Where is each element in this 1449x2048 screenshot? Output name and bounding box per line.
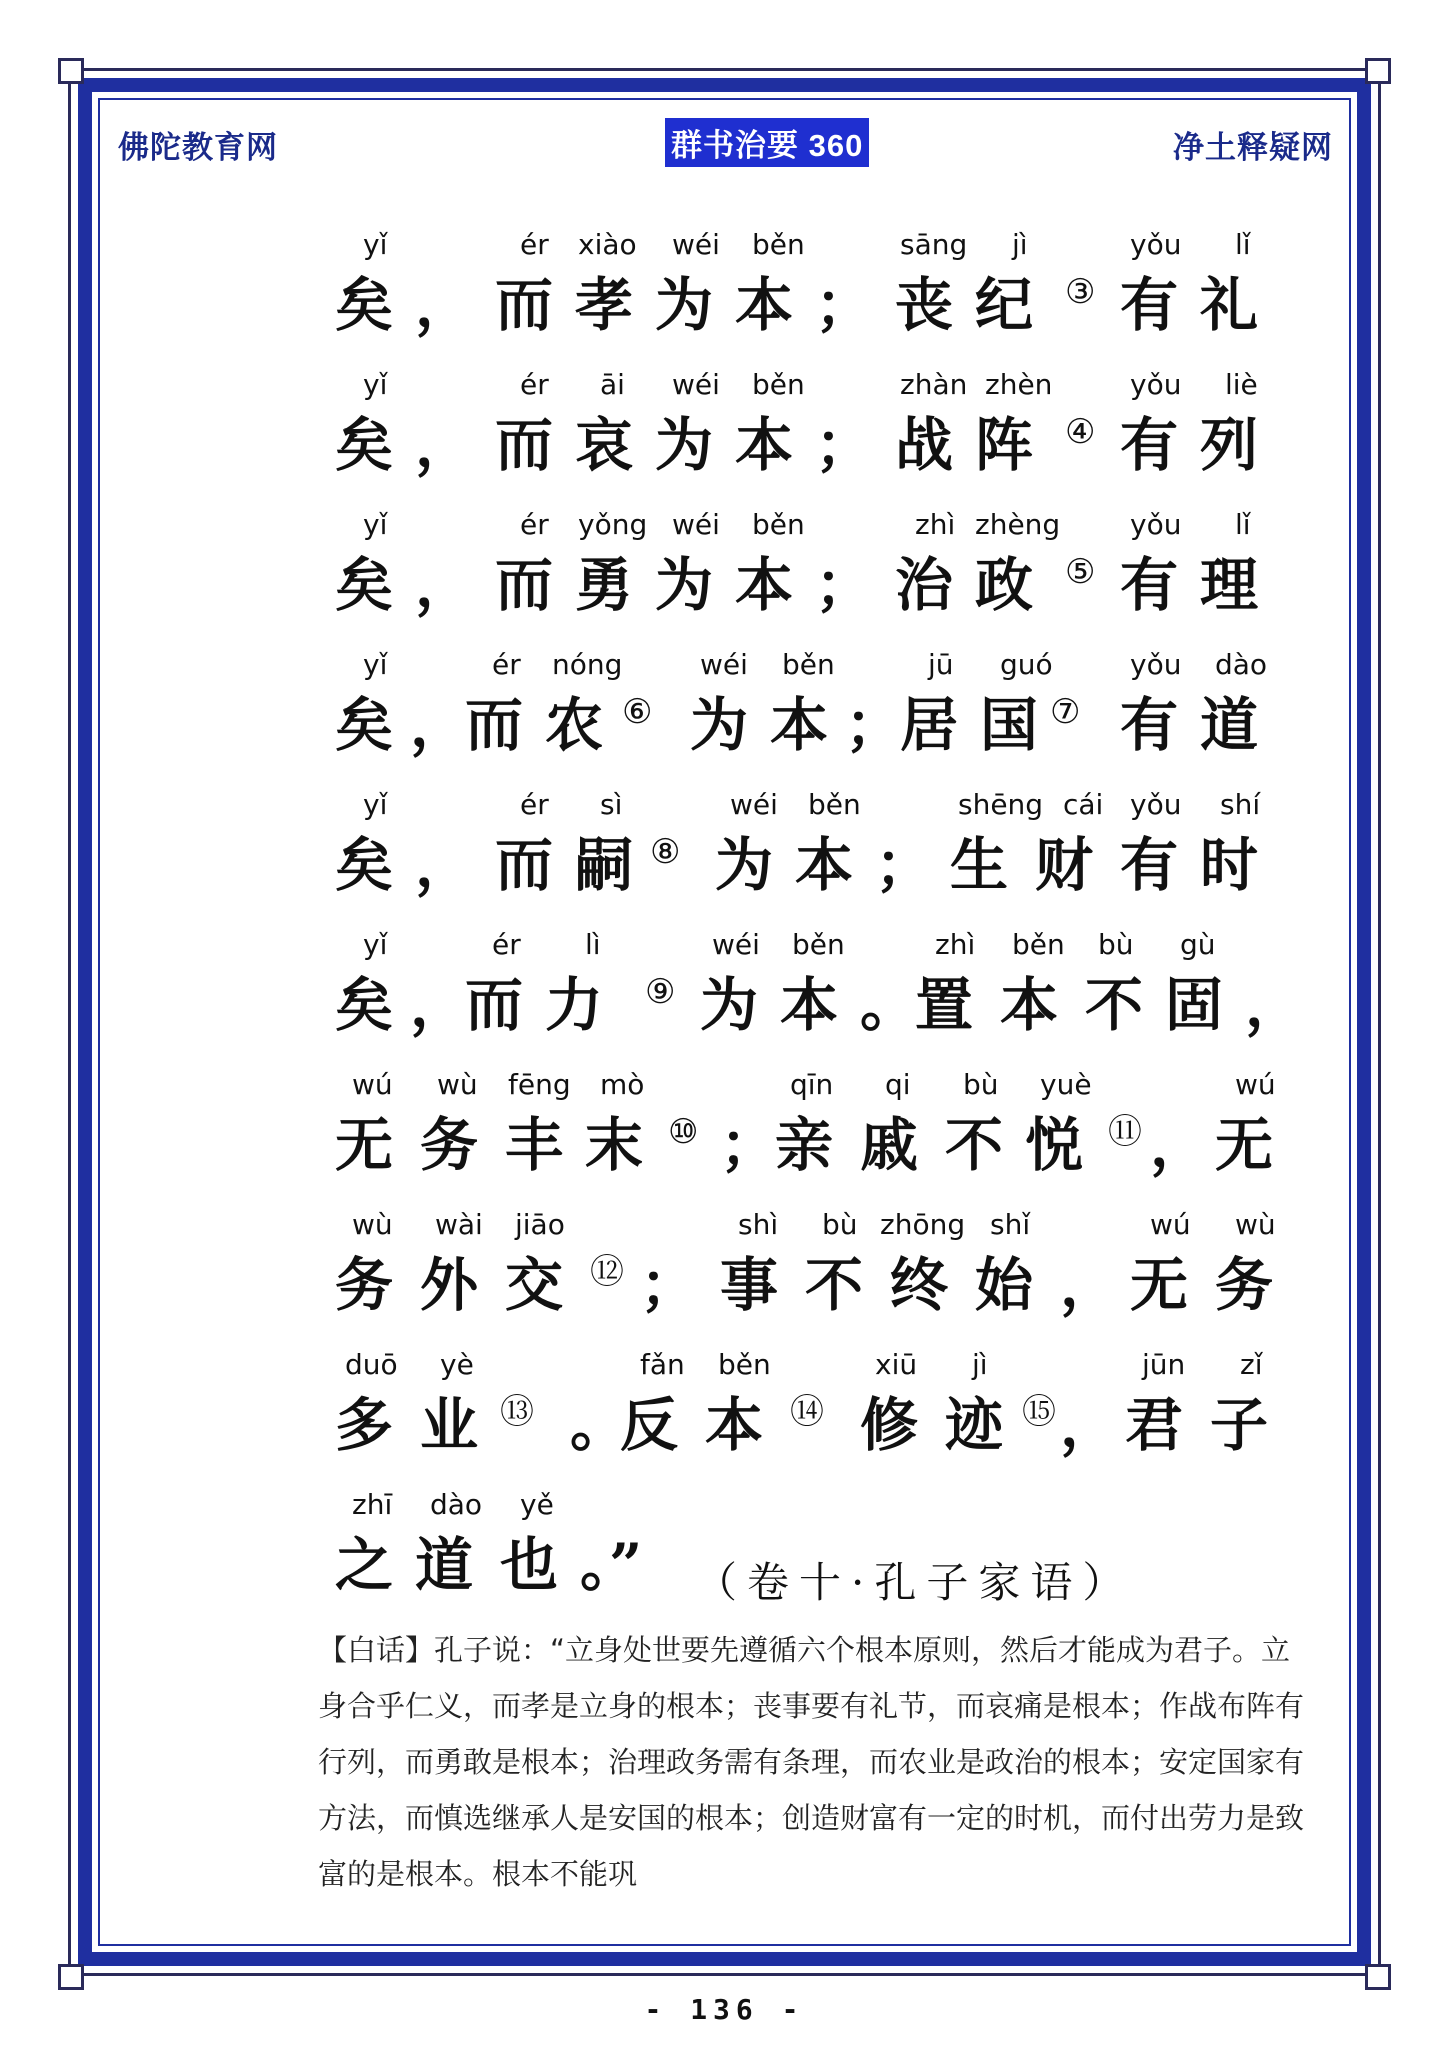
hanzi: 矣 — [335, 971, 394, 1039]
hanzi: 治 — [895, 551, 954, 619]
pinyin: zhì — [935, 928, 976, 961]
verse-block — [335, 228, 1304, 1628]
hanzi: 政 — [975, 551, 1034, 619]
pinyin: shí — [1220, 788, 1261, 821]
pinyin: yǒu — [1130, 788, 1182, 821]
hanzi: ； — [815, 271, 874, 339]
pinyin: qi — [885, 1068, 911, 1101]
footnote-marker: ⑮ — [1022, 1392, 1056, 1432]
hanzi: 。” — [580, 1531, 643, 1599]
pinyin: zǐ — [1240, 1348, 1263, 1381]
hanzi: 君 — [1125, 1391, 1184, 1459]
verse-line — [335, 1348, 1295, 1488]
footnote-marker: ⑤ — [1065, 552, 1096, 592]
hanzi: ， — [1150, 1111, 1209, 1179]
hanzi: 嗣 — [575, 831, 634, 899]
pinyin: sāng — [900, 228, 968, 261]
frame-corner-ornament — [58, 1964, 84, 1990]
pinyin: yǒu — [1130, 508, 1182, 541]
hanzi: 礼 — [1200, 271, 1259, 339]
pinyin: jì — [972, 1348, 988, 1381]
footnote-marker: ⑭ — [790, 1392, 824, 1432]
hanzi: 亲 — [775, 1111, 834, 1179]
pinyin: duō — [345, 1348, 398, 1381]
hanzi: ； — [875, 831, 934, 899]
pinyin: fēng — [508, 1068, 571, 1101]
pinyin: shǐ — [990, 1208, 1031, 1241]
hanzi: 务 — [335, 1251, 394, 1319]
verse-line — [335, 1488, 1295, 1628]
footnote-marker: ⑦ — [1050, 692, 1081, 732]
hanzi: 本 — [735, 411, 794, 479]
frame-corner-ornament — [58, 58, 84, 84]
pinyin: āi — [600, 368, 625, 401]
hanzi: ， — [415, 831, 474, 899]
hanzi: ； — [720, 1111, 779, 1179]
hanzi: 孝 — [575, 271, 634, 339]
hanzi: 反 — [620, 1391, 679, 1459]
pinyin: yuè — [1040, 1068, 1092, 1101]
hanzi: 不 — [945, 1111, 1004, 1179]
pinyin: wéi — [672, 228, 720, 261]
pinyin: qīn — [790, 1068, 834, 1101]
pinyin: wù — [352, 1208, 393, 1241]
hanzi: 道 — [1200, 691, 1259, 759]
pinyin: jiāo — [515, 1208, 565, 1241]
pinyin: wú — [1150, 1208, 1191, 1241]
pinyin: yǐ — [363, 508, 388, 541]
footnote-marker: ⑩ — [668, 1112, 699, 1152]
header-right-site: 净土释疑网 — [1173, 130, 1333, 165]
hanzi: 事 — [720, 1251, 779, 1319]
header-left-site: 佛陀教育网 — [118, 130, 278, 165]
hanzi: 为 — [655, 411, 714, 479]
pinyin: zhèn — [985, 368, 1053, 401]
pinyin: yè — [440, 1348, 474, 1381]
hanzi: 道 — [415, 1531, 474, 1599]
pinyin: bù — [822, 1208, 858, 1241]
pinyin: wù — [1235, 1208, 1276, 1241]
hanzi: ， — [415, 551, 474, 619]
pinyin: mò — [600, 1068, 645, 1101]
hanzi: ； — [815, 551, 874, 619]
footnote-marker: ⑫ — [590, 1252, 624, 1292]
pinyin: bù — [963, 1068, 999, 1101]
hanzi: 矣 — [335, 411, 394, 479]
hanzi: 务 — [420, 1111, 479, 1179]
hanzi: 有 — [1120, 411, 1179, 479]
pinyin: běn — [752, 228, 805, 261]
pinyin: shì — [738, 1208, 779, 1241]
frame-corner-ornament — [1365, 1964, 1391, 1990]
pinyin: wù — [437, 1068, 478, 1101]
hanzi: 交 — [505, 1251, 564, 1319]
pinyin: yǐ — [363, 368, 388, 401]
hanzi: 而 — [495, 551, 554, 619]
vernacular-translation: 【白话】孔子说：“立身处世要先遵循六个根本原则，然后才能成为君子。立身合乎仁义，而孝是立身的根本；丧事要有礼节，而哀痛是根本；作战布阵有行列，而勇敢是根本；治理政务需有条理，而农业是政治的根本；安定国家有方法，而慎选继承人是安国的根本；创造财富有一定的时机，而付出劳力是致富的是根本。根本不能巩 — [318, 1633, 1305, 1891]
pinyin: ér — [492, 648, 521, 681]
pinyin: yǐ — [363, 928, 388, 961]
hanzi: 而 — [495, 831, 554, 899]
pinyin: ér — [520, 788, 549, 821]
pinyin: bù — [1098, 928, 1134, 961]
hanzi: 为 — [715, 831, 774, 899]
hanzi: 为 — [655, 271, 714, 339]
hanzi: 矣 — [335, 271, 394, 339]
verse-line — [335, 788, 1295, 928]
pinyin: lì — [585, 928, 601, 961]
hanzi: 无 — [335, 1111, 394, 1179]
hanzi: ， — [1060, 1391, 1119, 1459]
hanzi: 矣 — [335, 691, 394, 759]
pinyin: xiū — [875, 1348, 918, 1381]
pinyin: cái — [1063, 788, 1104, 821]
hanzi: ； — [640, 1251, 699, 1319]
hanzi: 终 — [890, 1251, 949, 1319]
hanzi: 本 — [705, 1391, 764, 1459]
hanzi: 勇 — [575, 551, 634, 619]
pinyin: yǐ — [363, 788, 388, 821]
pinyin: běn — [752, 508, 805, 541]
hanzi: 末 — [585, 1111, 644, 1179]
pinyin: běn — [1012, 928, 1065, 961]
hanzi: 外 — [420, 1251, 479, 1319]
hanzi: 而 — [495, 271, 554, 339]
footnote-marker: ⑪ — [1108, 1112, 1142, 1152]
hanzi: 固 — [1165, 971, 1224, 1039]
hanzi: 战 — [895, 411, 954, 479]
pinyin: jū — [928, 648, 954, 681]
pinyin: wéi — [730, 788, 778, 821]
pinyin: liè — [1225, 368, 1258, 401]
pinyin: zhèng — [975, 508, 1061, 541]
footnote-marker: ④ — [1065, 412, 1096, 452]
verse-line — [335, 228, 1295, 368]
pinyin: wéi — [712, 928, 760, 961]
footnote-marker: ⑧ — [650, 832, 681, 872]
hanzi: 哀 — [575, 411, 634, 479]
hanzi: 无 — [1215, 1111, 1274, 1179]
pinyin: běn — [718, 1348, 771, 1381]
hanzi: 有 — [1120, 551, 1179, 619]
footnote-marker: ③ — [1065, 272, 1096, 312]
hanzi: 本 — [1000, 971, 1059, 1039]
pinyin: sì — [600, 788, 623, 821]
footnote-marker: ⑨ — [645, 972, 676, 1012]
hanzi: 业 — [420, 1391, 479, 1459]
hanzi: 。 — [570, 1391, 629, 1459]
hanzi: 丰 — [505, 1111, 564, 1179]
pinyin: zhī — [352, 1488, 393, 1521]
pinyin: yǒu — [1130, 648, 1182, 681]
pinyin: běn — [752, 368, 805, 401]
hanzi: 矣 — [335, 551, 394, 619]
hanzi: 本 — [795, 831, 854, 899]
pinyin: jūn — [1142, 1348, 1186, 1381]
pinyin: ér — [520, 228, 549, 261]
pinyin: yǒu — [1130, 228, 1182, 261]
hanzi: 始 — [975, 1251, 1034, 1319]
pinyin: gù — [1180, 928, 1216, 961]
hanzi: ， — [410, 971, 469, 1039]
hanzi: 子 — [1210, 1391, 1269, 1459]
hanzi: ； — [845, 691, 904, 759]
hanzi: 戚 — [860, 1111, 919, 1179]
hanzi: ， — [1245, 971, 1304, 1039]
hanzi: 而 — [465, 691, 524, 759]
source-citation: （卷十·孔子家语） — [695, 1558, 1135, 1607]
hanzi: 生 — [950, 831, 1009, 899]
pinyin: zhōng — [880, 1208, 966, 1241]
pinyin: yǐ — [363, 228, 388, 261]
hanzi: 迹 — [945, 1391, 1004, 1459]
verse-line — [335, 648, 1295, 788]
footnote-marker: ⑬ — [500, 1392, 534, 1432]
hanzi: 有 — [1120, 831, 1179, 899]
hanzi: 矣 — [335, 831, 394, 899]
pinyin: yǒu — [1130, 368, 1182, 401]
pinyin: yǐ — [363, 648, 388, 681]
pinyin: shēng — [958, 788, 1044, 821]
pinyin: zhì — [915, 508, 956, 541]
hanzi: 务 — [1215, 1251, 1274, 1319]
pinyin: wài — [435, 1208, 483, 1241]
verse-line — [335, 928, 1304, 1068]
pinyin: jì — [1012, 228, 1028, 261]
hanzi: 阵 — [975, 411, 1034, 479]
verse-line — [335, 508, 1295, 648]
pinyin: lǐ — [1235, 508, 1251, 541]
hanzi: 。 — [860, 971, 919, 1039]
hanzi: 有 — [1120, 691, 1179, 759]
hanzi: 丧 — [895, 271, 954, 339]
pinyin: wú — [352, 1068, 393, 1101]
hanzi: 财 — [1035, 831, 1094, 899]
pinyin: ér — [492, 928, 521, 961]
hanzi: 国 — [980, 691, 1039, 759]
hanzi: 而 — [495, 411, 554, 479]
verse-line — [335, 1208, 1295, 1348]
header-book-title: 群书治要 360 — [665, 118, 869, 167]
hanzi: 农 — [545, 691, 604, 759]
pinyin: yǒng — [578, 508, 648, 541]
hanzi: 为 — [690, 691, 749, 759]
pinyin: dào — [430, 1488, 483, 1521]
pinyin: xiào — [578, 228, 637, 261]
pinyin: wéi — [672, 508, 720, 541]
frame-corner-ornament — [1365, 58, 1391, 84]
hanzi: 之 — [335, 1531, 394, 1599]
pinyin: ér — [520, 508, 549, 541]
hanzi: 修 — [860, 1391, 919, 1459]
hanzi: 力 — [545, 971, 604, 1039]
hanzi: 本 — [780, 971, 839, 1039]
hanzi: 理 — [1200, 551, 1259, 619]
hanzi: 不 — [805, 1251, 864, 1319]
footnote-marker: ⑥ — [622, 692, 653, 732]
pinyin: wéi — [700, 648, 748, 681]
verse-line — [335, 368, 1295, 508]
hanzi: 不 — [1085, 971, 1144, 1039]
pinyin: yě — [520, 1488, 554, 1521]
pinyin: běn — [808, 788, 861, 821]
pinyin: běn — [792, 928, 845, 961]
pinyin: wú — [1235, 1068, 1276, 1101]
hanzi: 为 — [655, 551, 714, 619]
page-number: - 136 - — [644, 1993, 805, 2026]
hanzi: 时 — [1200, 831, 1259, 899]
hanzi: 为 — [700, 971, 759, 1039]
pinyin: lǐ — [1235, 228, 1251, 261]
hanzi: ， — [410, 691, 469, 759]
hanzi: ， — [1060, 1251, 1119, 1319]
hanzi: 置 — [915, 971, 974, 1039]
hanzi: ， — [415, 411, 474, 479]
verse-line — [335, 1068, 1295, 1208]
hanzi: 也 — [500, 1531, 559, 1599]
pinyin: běn — [782, 648, 835, 681]
pinyin: dào — [1215, 648, 1268, 681]
hanzi: 本 — [735, 271, 794, 339]
hanzi: 本 — [735, 551, 794, 619]
hanzi: 列 — [1200, 411, 1259, 479]
hanzi: 有 — [1120, 271, 1179, 339]
hanzi: 悦 — [1025, 1111, 1084, 1179]
hanzi: 而 — [465, 971, 524, 1039]
pinyin: ér — [520, 368, 549, 401]
hanzi: 居 — [900, 691, 959, 759]
hanzi: ； — [815, 411, 874, 479]
pinyin: wéi — [672, 368, 720, 401]
pinyin: fǎn — [640, 1348, 685, 1381]
pinyin: nóng — [552, 648, 623, 681]
pinyin: guó — [1000, 648, 1053, 681]
pinyin: zhàn — [900, 368, 968, 401]
hanzi: 纪 — [975, 271, 1034, 339]
hanzi: ， — [415, 271, 474, 339]
hanzi: 本 — [770, 691, 829, 759]
hanzi: 无 — [1130, 1251, 1189, 1319]
hanzi: 多 — [335, 1391, 394, 1459]
